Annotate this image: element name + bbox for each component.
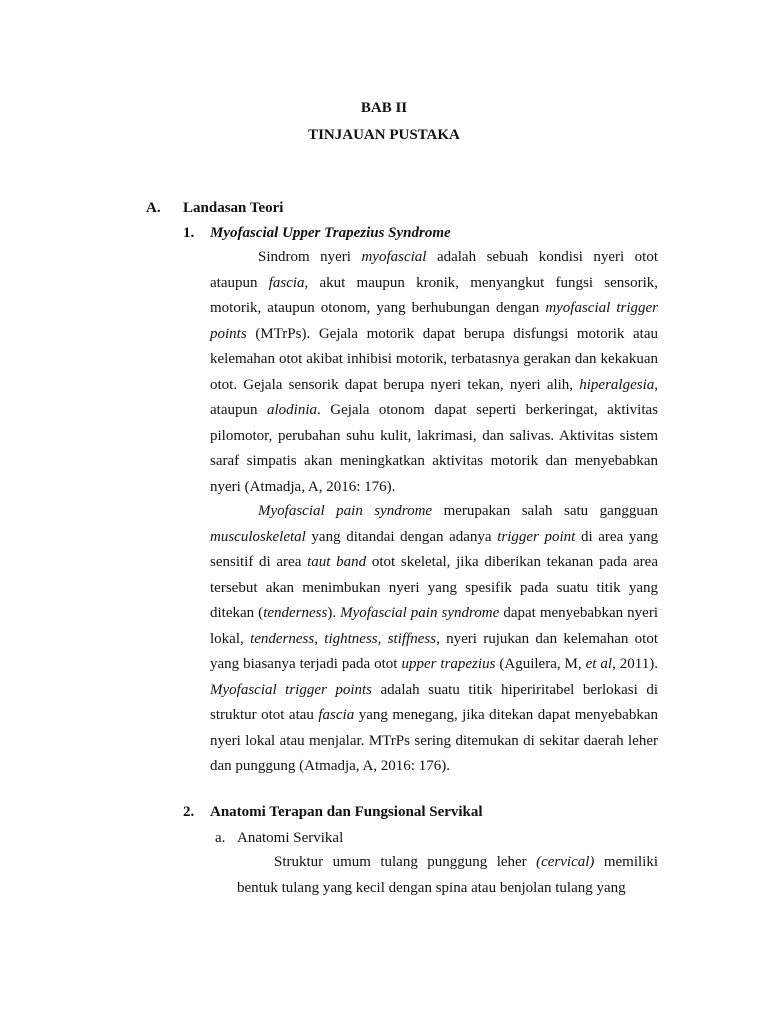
italic-term: trigger point (497, 528, 576, 545)
subsection-2-title: Anatomi Terapan dan Fungsional Servikal (210, 804, 483, 820)
italic-term: myofascial trigger points (210, 300, 659, 342)
italic-term: stiffness (387, 630, 437, 647)
paragraph-runs: Struktur umum tulang punggung leher (cervical) memiliki bentuk tulang yang kecil dengan spina atau benjolan tulang yang (237, 854, 658, 896)
italic-term: fascia (268, 274, 305, 291)
italic-term: fascia (318, 707, 355, 723)
italic-term: alodinia (266, 402, 317, 418)
subsection-1-title: Myofascial Upper Trapezius Syndrome (210, 225, 451, 241)
italic-term: (cervical) (536, 854, 595, 870)
italic-term: tightness (324, 630, 378, 647)
paragraph-runs: Myofascial pain syndrome merupakan salah satu gangguan musculoskeletal yang ditandai dengan adanya trigger point di area yang sensitif di area taut band otot skeletal, jika diberikan tekanan pada area tersebut akan menimbukan nyeri yang spesifik pada suatu titik yang ditekan (tenderness). Myofascial pain syndrome dapat menyebabkan nyeri lokal, tenderness, tightness, stiffness, nyeri rujukan dan kelemahan otot yang biasanya terjadi pada otot upper trapezius (Aguilera, M, et al, 2011). Myofascial trigger points adalah suatu titik hiperiritabel berlokasi di struktur otot atau fascia yang menegang, jika ditekan dapat menyebabkan nyeri lokal atau menjalar. MTrPs sering ditemukan di sekitar daerah leher dan punggung (Atmadja, A, 2016: 176). (210, 503, 659, 774)
subsection-2-label: 2. (183, 804, 195, 820)
section-a-label: A. (146, 200, 161, 216)
italic-term: et al (585, 656, 613, 672)
italic-term: upper trapezius (401, 656, 496, 672)
italic-term: hiperalgesia (579, 376, 655, 393)
paragraph-myofascial-pain (210, 499, 658, 780)
paragraph-runs: Sindrom nyeri myofascial adalah sebuah kondisi nyeri otot ataupun fascia, akut maupun kronik, menyangkut fungsi sensorik, motorik, ataupun otonom, yang berhubungan dengan myofascial trigger points (MTrPs). Gejala motorik dapat berupa disfungsi motorik atau kelemahan otot akibat inhibisi motorik, terbatasnya gerakan dan kekakuan otot. Gejala sensorik dapat berupa nyeri tekan, nyeri alih, hiperalgesia, ataupun alodinia. Gejala otonom dapat seperti berkeringat, aktivitas pilomotor, perubahan suhu kulit, lakrimasi, dan salivas. Aktivitas sistem saraf simpatis akan meningkatkan aktivitas motorik dan menyebabkan nyeri (Atmadja, A, 2016: 176). (210, 249, 659, 495)
chapter-number: BAB II (360, 100, 408, 116)
section-a-title: Landasan Teori (183, 200, 284, 216)
italic-term: Myofascial pain syndrome (340, 605, 500, 621)
italic-term: Myofascial pain syndrome (258, 503, 433, 519)
subsection-1-label: 1. (183, 225, 195, 241)
italic-term: tenderness (250, 630, 315, 647)
chapter-title: TINJAUAN PUSTAKA (308, 127, 460, 143)
paragraph-sindrom-nyeri (210, 245, 658, 500)
paragraph-struktur-umum (237, 850, 658, 901)
italic-term: taut band (307, 554, 367, 570)
italic-term: tenderness (263, 605, 328, 621)
italic-term: myofascial (361, 249, 427, 265)
item-a-title: Anatomi Servikal (237, 830, 344, 846)
italic-term: Myofascial trigger points (210, 681, 373, 698)
item-a-label: a. (215, 830, 226, 846)
italic-term: musculoskeletal (210, 528, 306, 545)
